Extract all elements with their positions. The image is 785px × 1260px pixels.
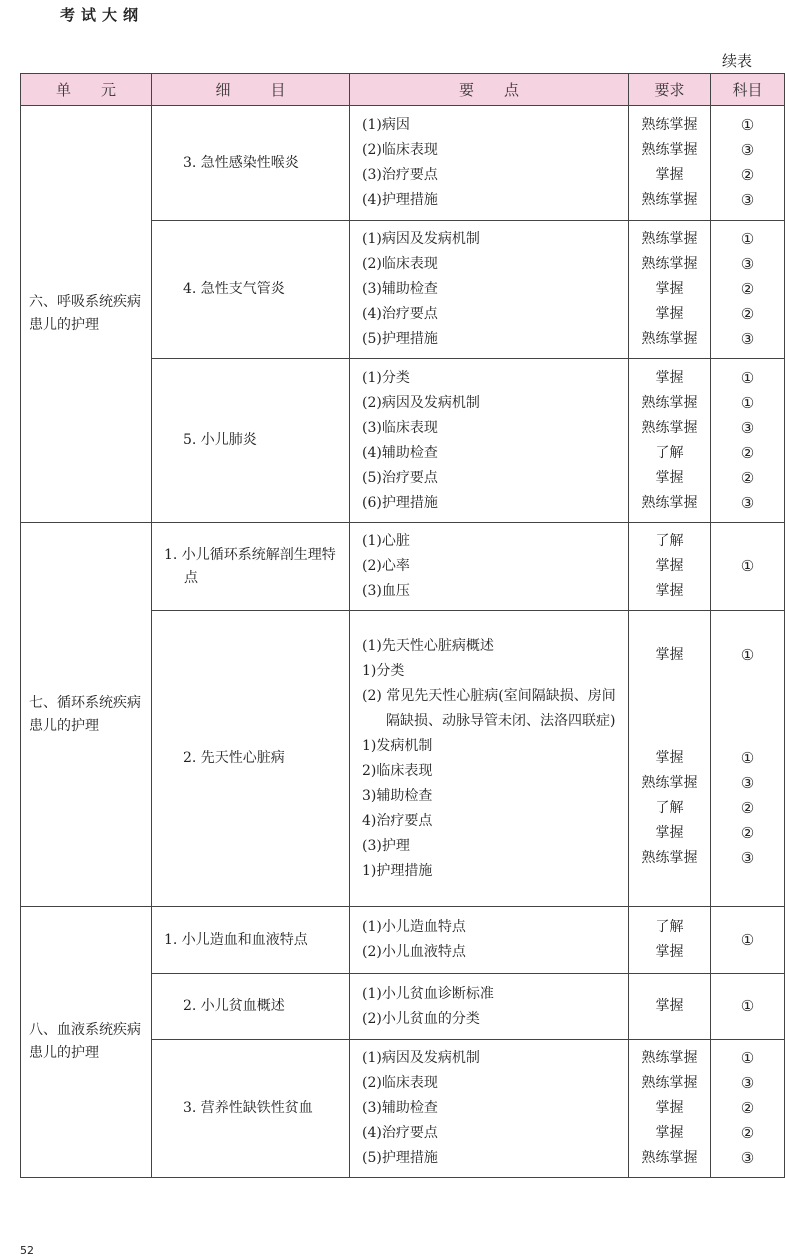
subject-cell: ① ③ ② ② ③ xyxy=(711,221,785,359)
unit-cell: 八、血液系统疾病患儿的护理 xyxy=(21,907,152,1178)
requirement-cell: 掌握 xyxy=(629,974,711,1040)
detail-cell: 1. 小儿造血和血液特点 xyxy=(152,907,350,974)
points-cell: (1)先天性心脏病概述 1)分类 (2) 常见先天性心脏病(室间隔缺损、房间隔缺损、动脉导管未闭、法洛四联症) 1)发病机制 2)临床表现 3)辅助检查 4)治疗要点 (3)护理 1)护理措施 xyxy=(350,611,629,907)
points-cell: (1)病因及发病机制 (2)临床表现 (3)辅助检查 (4)治疗要点 (5)护理措施 xyxy=(350,1040,629,1178)
table-row xyxy=(21,106,785,221)
table-row xyxy=(21,907,785,974)
points-cell: (1)心脏 (2)心率 (3)血压 xyxy=(350,523,629,611)
detail-cell: 1. 小儿循环系统解剖生理特点 xyxy=(152,523,350,611)
requirement-cell: 掌握 掌握 熟练掌握 了解 掌握 熟练掌握 xyxy=(629,611,711,907)
points-cell: (1)病因 (2)临床表现 (3)治疗要点 (4)护理措施 xyxy=(350,106,629,221)
page-number: 52 xyxy=(20,1244,34,1257)
column-header-points: 要点 xyxy=(350,74,629,106)
points-cell: (1)分类 (2)病因及发病机制 (3)临床表现 (4)辅助检查 (5)治疗要点 (6)护理措施 xyxy=(350,359,629,523)
detail-cell: 3. 急性感染性喉炎 xyxy=(152,106,350,221)
subject-cell: ① ③ ② ③ xyxy=(711,106,785,221)
detail-cell: 2. 小儿贫血概述 xyxy=(152,974,350,1040)
points-cell: (1)小儿贫血诊断标准 (2)小儿贫血的分类 xyxy=(350,974,629,1040)
requirement-cell: 掌握 熟练掌握 熟练掌握 了解 掌握 熟练掌握 xyxy=(629,359,711,523)
requirement-cell: 了解 掌握 xyxy=(629,907,711,974)
detail-cell: 3. 营养性缺铁性贫血 xyxy=(152,1040,350,1178)
syllabus-table xyxy=(20,73,785,1178)
subject-cell: ① xyxy=(711,907,785,974)
requirement-cell: 熟练掌握 熟练掌握 掌握 掌握 熟练掌握 xyxy=(629,221,711,359)
unit-cell: 六、呼吸系统疾病患儿的护理 xyxy=(21,106,152,523)
table-continued-label: 续表 xyxy=(722,52,753,70)
column-header-detail: 细目 xyxy=(152,74,350,106)
detail-cell: 5. 小儿肺炎 xyxy=(152,359,350,523)
page-header-title: 考试大纲 xyxy=(60,6,145,24)
requirement-cell: 熟练掌握 熟练掌握 掌握 掌握 熟练掌握 xyxy=(629,1040,711,1178)
subject-cell: ① ① ③ ② ② ③ xyxy=(711,611,785,907)
column-header-unit: 单元 xyxy=(21,74,152,106)
subject-cell: ① xyxy=(711,523,785,611)
table-row xyxy=(21,523,785,611)
subject-cell: ① ③ ② ② ③ xyxy=(711,1040,785,1178)
detail-cell: 2. 先天性心脏病 xyxy=(152,611,350,907)
points-cell: (1)小儿造血特点 (2)小儿血液特点 xyxy=(350,907,629,974)
column-header-subject: 科目 xyxy=(711,74,785,106)
column-header-requirement: 要求 xyxy=(629,74,711,106)
requirement-cell: 熟练掌握 熟练掌握 掌握 熟练掌握 xyxy=(629,106,711,221)
requirement-cell: 了解 掌握 掌握 xyxy=(629,523,711,611)
table-header-row xyxy=(21,74,785,106)
detail-cell: 4. 急性支气管炎 xyxy=(152,221,350,359)
subject-cell: ① xyxy=(711,974,785,1040)
subject-cell: ① ① ③ ② ② ③ xyxy=(711,359,785,523)
unit-cell: 七、循环系统疾病患儿的护理 xyxy=(21,523,152,907)
points-cell: (1)病因及发病机制 (2)临床表现 (3)辅助检查 (4)治疗要点 (5)护理措施 xyxy=(350,221,629,359)
